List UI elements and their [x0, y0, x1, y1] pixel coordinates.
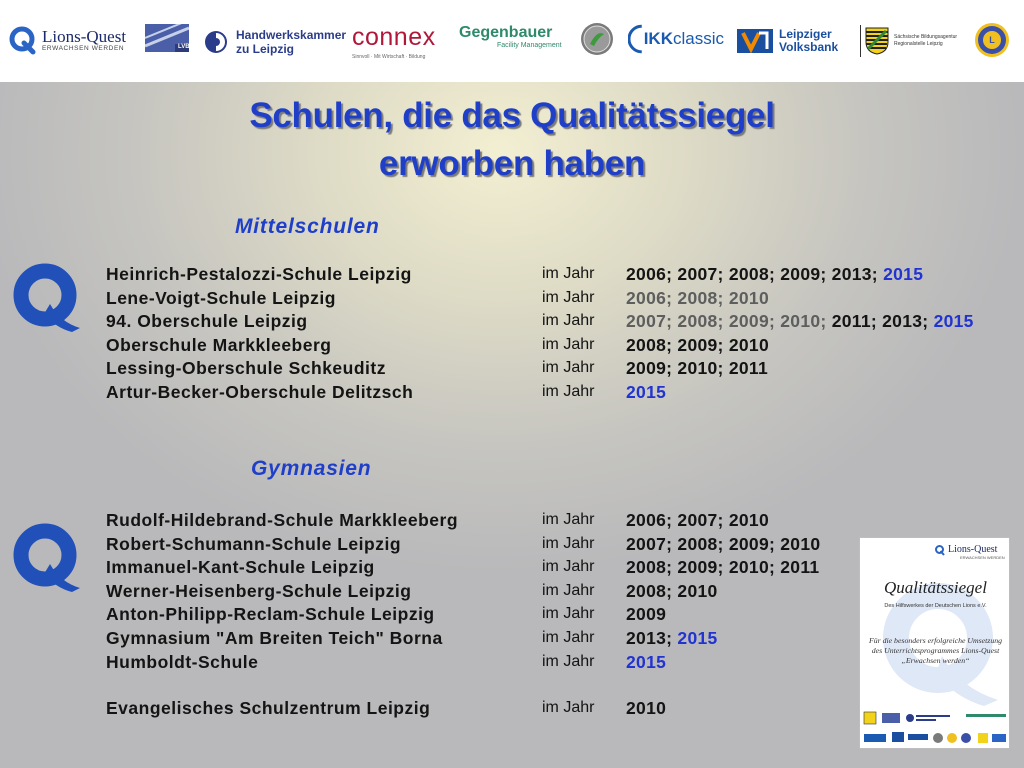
award-year-segment: 2007; 2008; 2009; 2010: [626, 533, 821, 554]
lions-quest-sub: ERWACHSEN WERDEN: [42, 45, 125, 52]
year-label: im Jahr: [542, 605, 595, 623]
certificate-brand: Lions-Quest: [948, 544, 998, 555]
lions-quest-logo: [8, 24, 138, 56]
award-year-segment: 2011; 2013;: [831, 311, 934, 332]
award-year-segment: 2008; 2009; 2010; 2011: [626, 557, 820, 578]
award-years: [626, 581, 718, 602]
certificate-sponsor-logos: [860, 710, 1010, 749]
year-label: im Jahr: [542, 359, 595, 377]
section-heading-gymnasien: Gymnasien: [251, 457, 372, 480]
sponsor-logo-bar: [0, 0, 1024, 82]
award-year-segment: 2010: [626, 698, 667, 719]
slide-title-line2: erworben haben: [378, 144, 646, 183]
section-heading-mittelschulen: Mittelschulen: [235, 215, 380, 238]
school-name: Heinrich-Pestalozzi-Schule Leipzig: [106, 264, 412, 284]
award-year-segment: 2006; 2007; 2008; 2009; 2013;: [626, 264, 884, 284]
award-year-segment: 2013;: [626, 628, 678, 648]
gegenbauer-logo: [459, 24, 571, 56]
volksbank-icon: [737, 29, 773, 53]
school-row: [0, 288, 1024, 310]
ikk-arc-icon: [628, 24, 644, 54]
volksbank-line2: Volksbank: [779, 40, 839, 54]
award-years: [626, 335, 769, 356]
ikk-classic-logo: [628, 24, 724, 54]
green-seal-logo: [580, 22, 614, 56]
award-years: [626, 311, 974, 332]
school-name: Anton-Philipp-Reclam-Schule Leipzig: [106, 604, 435, 625]
award-year-segment: 2008; 2010: [626, 580, 718, 601]
year-label: im Jahr: [542, 699, 595, 717]
award-years: [626, 628, 718, 649]
connex-sub: Sinnvoll · Mit Wirtschaft · Bildung: [352, 54, 426, 60]
school-name: Oberschule Markkleeberg: [106, 334, 332, 355]
year-label: im Jahr: [542, 335, 595, 353]
year-label: im Jahr: [542, 581, 595, 599]
award-year-segment: 2007; 2008; 2009; 2010;: [626, 311, 832, 332]
quality-seal-certificate: [859, 537, 1010, 749]
certificate-q-icon: [934, 544, 946, 556]
school-name: Lene-Voigt-Schule Leipzig: [106, 287, 336, 308]
volksbank-line1: Leipziger: [779, 27, 832, 41]
school-name: Robert-Schumann-Schule Leipzig: [106, 533, 402, 554]
saxony-agency-logo: [860, 24, 965, 58]
ikk-light: classic: [672, 29, 724, 48]
award-years: [626, 510, 769, 531]
school-row: [0, 358, 1024, 380]
hwk-icon: [204, 30, 228, 54]
lions-club-logo: [974, 22, 1010, 58]
saxony-crest-icon: [865, 27, 889, 55]
gegenbauer-sub: Facility Management: [497, 42, 562, 49]
certificate-brand-sub: ERWACHSEN WERDEN: [960, 555, 1005, 560]
slide-title-line1: Schulen, die das Qualitätssiegel: [249, 96, 775, 135]
award-year-segment: 2015: [933, 311, 974, 332]
award-year-segment: 2009; 2010; 2011: [626, 358, 769, 379]
gegenbauer-name: Gegenbauer: [459, 24, 553, 41]
year-label: im Jahr: [542, 288, 595, 306]
green-seal-icon: [580, 22, 614, 56]
award-year-segment: 2006; 2007; 2010: [626, 510, 769, 530]
ikk-bold: IKK: [643, 29, 673, 48]
award-year-segment: 2015: [677, 628, 718, 648]
award-years: [626, 557, 819, 578]
saxony-line2: Regionalstelle Leipzig: [894, 41, 943, 47]
year-label: im Jahr: [542, 629, 595, 646]
award-year-segment: 2006; 2008; 2010: [626, 287, 769, 308]
school-name: Rudolf-Hildebrand-Schule Markkleeberg: [106, 510, 459, 530]
year-label: im Jahr: [542, 312, 595, 330]
school-row: [0, 264, 1024, 286]
school-name: Lessing-Oberschule Schkeuditz: [106, 358, 386, 379]
year-label: im Jahr: [542, 511, 595, 528]
certificate-text: Für die besonders erfolgreiche Umsetzung des Unterrichtsprogrammes Lions-Quest „Erwachsen werden“: [868, 636, 1003, 665]
certificate-subtitle: Des Hilfswerkes der Deutschen Lions e.V.: [884, 603, 987, 609]
school-name: Humboldt-Schule: [106, 651, 259, 672]
school-name: Werner-Heisenberg-Schule Leipzig: [106, 580, 412, 601]
award-years: [626, 264, 923, 285]
school-row: [0, 382, 1024, 404]
hwk-line2: zu Leipzig: [236, 42, 294, 56]
lions-club-emblem-icon: [974, 22, 1010, 58]
volksbank-logo: [737, 26, 847, 56]
year-label: im Jahr: [542, 652, 595, 670]
year-label: im Jahr: [542, 558, 595, 576]
year-label: im Jahr: [542, 265, 595, 282]
award-years: [626, 534, 820, 555]
school-name: 94. Oberschule Leipzig: [106, 311, 308, 332]
award-year-segment: 2015: [626, 382, 667, 402]
school-row: [0, 510, 1024, 532]
school-name: Gymnasium "Am Breiten Teich" Borna: [106, 628, 443, 648]
connex-name: connex: [352, 23, 436, 51]
school-row: [0, 311, 1024, 333]
award-years: [626, 288, 769, 309]
award-year-segment: 2009: [626, 604, 667, 625]
hwk-line1: Handwerkskammer: [236, 28, 347, 42]
school-name: Artur-Becker-Oberschule Delitzsch: [106, 382, 414, 402]
lions-quest-q-icon: [8, 25, 38, 55]
award-year-segment: 2015: [626, 651, 667, 672]
year-label: im Jahr: [542, 534, 595, 552]
lvb-logo: [145, 24, 189, 52]
hwk-logo: [204, 27, 349, 57]
award-years: [626, 652, 666, 673]
saxony-line1: Sächsische Bildungsagentur: [894, 34, 958, 40]
award-years: [626, 698, 666, 719]
connex-logo: [352, 24, 452, 64]
school-name: Immanuel-Kant-Schule Leipzig: [106, 557, 375, 578]
lvb-label: LVB: [178, 44, 190, 50]
svg-text:L: L: [989, 35, 995, 45]
award-years: [626, 604, 666, 625]
lions-quest-name: Lions-Quest: [42, 27, 127, 46]
award-years: [626, 382, 666, 403]
certificate-title: Qualitätssiegel: [884, 578, 987, 597]
school-row: [0, 335, 1024, 357]
award-year-segment: 2008; 2009; 2010: [626, 334, 769, 355]
award-year-segment: 2015: [883, 264, 924, 284]
award-years: [626, 358, 768, 379]
school-name: Evangelisches Schulzentrum Leipzig: [106, 698, 431, 719]
year-label: im Jahr: [542, 383, 595, 400]
